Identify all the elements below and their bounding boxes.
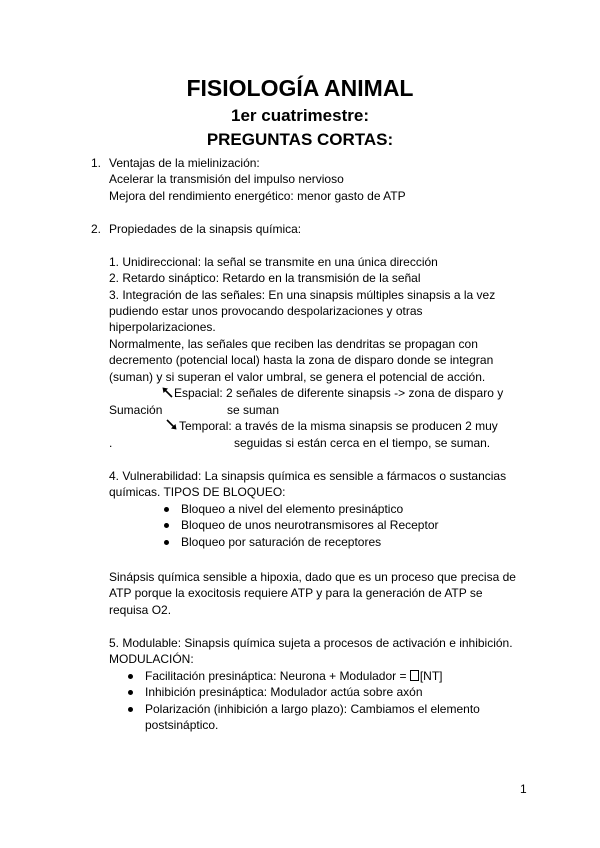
paragraph-normalmente: decremento (potencial local) hasta la zona de disparo donde se integran xyxy=(109,353,494,367)
bullet-dot xyxy=(128,690,133,695)
property-vulnerabilidad: 4. Vulnerabilidad: La sinapsis química es sensible a fármacos o sustancias xyxy=(109,469,507,483)
temporal-continuation: seguidas si están cerca en el tiempo, se suman. xyxy=(234,436,491,450)
q1-line: Acelerar la transmisión del impulso nervioso xyxy=(109,172,344,186)
arrow-down-right-icon xyxy=(166,419,178,431)
missing-glyph-icon xyxy=(410,670,419,681)
bloqueo-item: Bloqueo a nivel del elemento presináptico xyxy=(181,502,404,516)
bullet-dot xyxy=(128,707,133,712)
q2-heading: Propiedades de la sinapsis química: xyxy=(109,222,302,236)
sumacion-temporal xyxy=(166,419,498,433)
paragraph-normalmente: Normalmente, las señales que reciben las dendritas se propagan con xyxy=(109,337,478,351)
paragraph-hipoxia: requisa O2. xyxy=(109,603,172,617)
property-integracion: pudiendo estar unos provocando despolarizaciones y otras xyxy=(109,304,423,318)
q2-number: 2. xyxy=(91,222,102,236)
q1-number: 1. xyxy=(91,156,102,170)
property-retardo: 2. Retardo sináptico: Retardo en la transmisión de la señal xyxy=(109,271,421,285)
modulacion-item: Polarización (inhibición a largo plazo): Cambiamos el elemento xyxy=(145,702,480,716)
property-unidireccional: 1. Unidireccional: la señal se transmite en una única dirección xyxy=(109,255,438,269)
bullet-dot xyxy=(128,674,133,679)
sumacion-espacial xyxy=(161,386,503,400)
property-modulable: 5. Modulable: Sinapsis química sujeta a procesos de activación e inhibición. xyxy=(109,636,513,650)
property-vulnerabilidad: químicas. TIPOS DE BLOQUEO: xyxy=(109,485,286,499)
bloqueo-item: Bloqueo por saturación de receptores xyxy=(181,535,382,549)
section-title: PREGUNTAS CORTAS: xyxy=(206,130,394,149)
modulacion-item: postsináptico. xyxy=(145,718,219,732)
property-integracion: 3. Integración de las señales: En una sinapsis múltiples sinapsis a la vez xyxy=(109,288,496,302)
modulacion-item: Inhibición presináptica: Modulador actúa sobre axón xyxy=(145,685,423,699)
temporal-text: Temporal: a través de la misma sinapsis se producen 2 muy xyxy=(179,419,498,433)
property-modulable: MODULACIÓN: xyxy=(109,652,194,666)
modulacion-item xyxy=(145,669,443,683)
paragraph-hipoxia: Sinápsis química sensible a hipoxia, dado que es un proceso que precisa de xyxy=(109,570,516,584)
q1-heading: Ventajas de la mielinización: xyxy=(109,156,260,170)
bullet-dot xyxy=(164,507,169,512)
espacial-text: Espacial: 2 señales de diferente sinapsis -> zona de disparo y xyxy=(174,386,504,400)
document-subtitle: 1er cuatrimestre: xyxy=(231,106,369,125)
property-integracion: hiperpolarizaciones. xyxy=(109,320,216,334)
sumacion-label: Sumación xyxy=(109,403,163,417)
modulacion-nt: [NT] xyxy=(419,669,443,683)
paragraph-hipoxia: ATP porque la exocitosis requiere ATP y para la generación de ATP se xyxy=(109,586,483,600)
espacial-continuation: se suman xyxy=(227,403,280,417)
modulacion-facilitacion: Facilitación presináptica: Neurona + Modulador = xyxy=(145,669,410,683)
q1-line: Mejora del rendimiento energético: menor gasto de ATP xyxy=(109,189,406,203)
bullet-dot xyxy=(164,523,169,528)
bloqueo-item: Bloqueo de unos neurotransmisores al Receptor xyxy=(181,518,439,532)
page-number: 1 xyxy=(520,782,527,796)
arrow-up-left-icon xyxy=(161,386,173,398)
stray-dot: . xyxy=(109,436,113,450)
document-title: FISIOLOGÍA ANIMAL xyxy=(186,75,414,101)
paragraph-normalmente: (suman) y si superan el valor umbral, se genera el potencial de acción. xyxy=(109,370,486,384)
bullet-dot xyxy=(164,540,169,545)
